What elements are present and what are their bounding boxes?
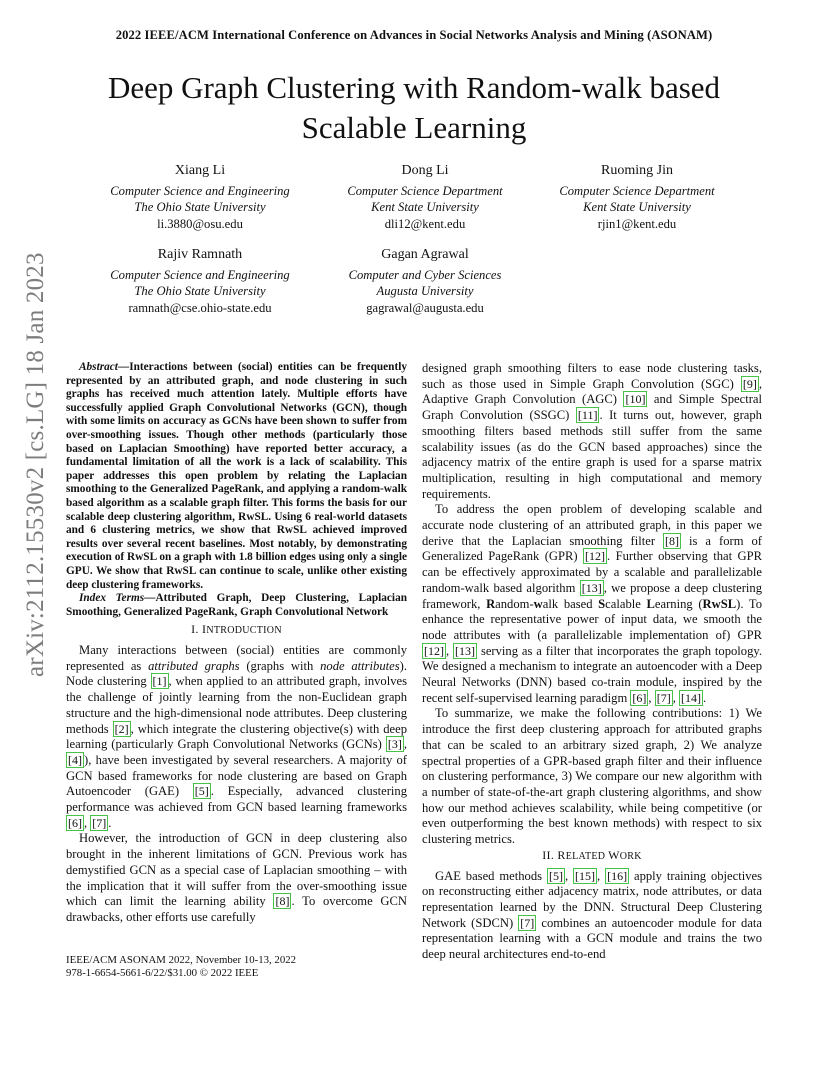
index-terms-text: —Attributed Graph, Deep Clustering, Laplacian Smoothing, Generalized PageRank, Graph Convolutional Network <box>66 592 408 618</box>
section-heading-related-work: II. RELATED WORK <box>542 847 642 862</box>
author-name: Xiang Li <box>174 163 226 178</box>
intro-paragraph-4: To summarize, we make the following contributions: 1) We introduce the first deep clustering approach for attributed graphs that can be scaled to an arbitrary sized graph, 2) We analyze spectral properties of a GPR-based graph filter and their influence on clustering performance, 3) We compare our new algorithm with a number of state-of-the-art graph clustering algorithms, and show how our method achieves scalability, while being competitive (or even outperforming the best known methods) with respect to six clustering metrics. <box>422 706 762 847</box>
author-org: Kent State University <box>583 200 691 214</box>
citation-link[interactable]: [2] <box>114 721 129 736</box>
title-line-2: Scalable Learning <box>301 110 527 145</box>
title-line-1: Deep Graph Clustering with Random-walk based <box>107 70 721 105</box>
citation-link[interactable]: [10] <box>625 392 646 407</box>
citation-link[interactable]: [14] <box>681 690 702 705</box>
author-block <box>318 247 532 316</box>
author-dept: Computer Science and Engineering <box>110 267 290 282</box>
citation-link[interactable]: [5] <box>548 868 563 883</box>
conference-header: 2022 IEEE/ACM International Conference on Advances in Social Networks Analysis and Mining (ASONAM) <box>115 28 713 42</box>
citation-link[interactable]: [1] <box>152 674 167 689</box>
index-terms <box>66 592 407 619</box>
citation-link[interactable]: [13] <box>581 580 602 595</box>
arxiv-stamp: arXiv:2112.15530v2 [cs.LG] 18 Jan 2023 <box>22 252 49 677</box>
intro-paragraph-2: However, the introduction of GCN in deep clustering also brought in the inherent limitations of GCN. Previous work has demystified GCN as a special case of Laplacian smoothing – with the implication that it will suffer from the over-smoothing issue which can limit the learning ability [8] . To overcome GCN drawbacks, other efforts use carefully <box>66 831 408 924</box>
footer-isbn: 978-1-6654-5661-6/22/$31.00 © 2022 IEEE <box>66 967 259 979</box>
citation-link[interactable]: [15] <box>575 868 596 883</box>
right-column <box>422 361 762 963</box>
author-org: Augusta University <box>376 284 474 298</box>
citation-link[interactable]: [7] <box>656 690 671 705</box>
author-dept: Computer Science Department <box>559 183 715 198</box>
citation-link[interactable]: [3] <box>387 737 402 752</box>
author-dept: Computer Science and Engineering <box>110 183 290 198</box>
intro-paragraph-1: Many interactions between (social) entities are commonly represented as attributed graphs (graphs with node attributes). Node clustering [1] , when applied to an attributed graph, involves the challenge of jointly learning from the non-Euclidean graph structure and the high-dimensional node attributes. Deep clustering methods [2] , which integrate the clustering objective(s) with deep learning (particularly Graph Convolutional Networks (GCNs) [3] , [4] ), have been investigated by several researchers. A majority of GCN based frameworks for node clustering are based on Graph Autoencoder (GAE) [5] . Especially, advanced clustering performance was achieved from GCN based learning frameworks [6] , [7] . <box>66 642 407 830</box>
citation-link[interactable]: [12] <box>424 643 444 658</box>
author-name: Rajiv Ramnath <box>157 247 243 262</box>
author-block <box>318 163 532 232</box>
author-email: li.3880@osu.edu <box>157 216 243 231</box>
citation-link[interactable]: [4] <box>68 752 82 767</box>
author-block <box>78 163 322 232</box>
author-email: rjin1@kent.edu <box>597 216 677 231</box>
abstract-lead: Abstract <box>79 361 118 373</box>
intro-paragraph-2-continued: designed graph smoothing filters to ease node clustering tasks, such as those used in Simple Graph Convolution (SGC) [9] , Adaptive Graph Convolution (AGC) [10] and Simple Spectral Graph Convolution (SSGC) [11] . It turns out, however, graph smoothing filters based methods still suffer from the same scalability issues (as do the GCN based approaches) since the adjacency matrix of the entire graph is used for a sparse matrix multiplication, resulting in high computational and memory requirements. <box>422 361 763 501</box>
left-column <box>66 361 407 926</box>
abstract-text: —Interactions between (social) entities can be frequently represented by an attributed graph, and node clustering in such graphs has received much attention lately. Multiple efforts have successfully applied Graph Convolutional Networks (GCN), though with some limits on accuracy as GCNs have been shown to suffer from over-smoothing issues. Though other methods (particularly those based on Laplacian Smoothing) have reported better accuracy, a fundamental limitation of all the work is a lack of scalability. This paper addresses this open problem by relating the Laplacian smoothing to the Generalized PageRank, and applying a random-walk based algorithm as a scalable graph filter. This forms the basis for our scalable deep clustering algorithm, RwSL. Using 6 real-world datasets and 6 clustering metrics, we show that RwSL achieved improved results over several recent baselines. Most notably, by demonstrating execution of RwSL on a graph with 1.8 billion edges using only a single GPU. We show that RwSL can continue to scale, unlike other existing deep clustering frameworks. <box>66 361 407 591</box>
citation-link[interactable]: [8] <box>665 533 680 548</box>
author-org: Kent State University <box>371 200 479 214</box>
author-org: The Ohio State University <box>134 200 266 214</box>
footer <box>66 954 296 980</box>
author-dept: Computer Science Department <box>347 183 503 198</box>
citation-link[interactable]: [9] <box>742 376 757 391</box>
citation-link[interactable]: [7] <box>92 815 107 830</box>
section-heading-introduction: I. INTRODUCTION <box>191 622 282 637</box>
author-email: gagrawal@augusta.edu <box>366 300 484 315</box>
author-block <box>78 247 322 316</box>
author-name: Gagan Agrawal <box>381 247 469 262</box>
related-work-paragraph-1: GAE based methods [5] , [15] , [16] apply training objectives on reconstructing either adjacency matrix, node attributes, or data representation learned by the DNN. Structural Deep Clustering Network (SDCN) [7] combines an autoencoder module for data representation learning with a GCN module and trains the two deep neural architectures end-to-end <box>422 868 763 962</box>
intro-paragraph-3: To address the open problem of developing scalable and accurate node clustering of an attributed graph, in this paper we derive that the Laplacian smoothing filter [8] is a form of Generalized PageRank (GPR) [12] . Further observing that GPR can be effectively approximated by a scalable and parallelizable random-walk based algorithm [13] , we propose a deep clustering framework, Random-walk based Scalable Learning (RwSL). To enhance the representative power of input data, we smooth the node attributes with (a parallelizable implementation of) GPR [12] , [13] serving as a filter that incorporates the graph topology. We designed a mechanism to integrate an autoencoder with a Deep Neural Networks (DNN) based co-train module, inspired by the recent self-supervised learning paradigm [6] , [7] , [14] . <box>422 502 763 705</box>
author-email: ramnath@cse.ohio-state.edu <box>128 300 272 315</box>
author-email: dli12@kent.edu <box>384 216 466 231</box>
citation-link[interactable]: [11] <box>577 408 598 423</box>
author-dept: Computer and Cyber Sciences <box>348 267 502 282</box>
footer-venue: IEEE/ACM ASONAM 2022, November 10-13, 2022 <box>66 954 297 966</box>
paper-title <box>40 68 788 148</box>
author-org: The Ohio State University <box>134 284 266 298</box>
author-block <box>530 163 744 232</box>
citation-link[interactable]: [8] <box>275 894 290 909</box>
citation-link[interactable]: [6] <box>632 690 647 705</box>
citation-link[interactable]: [12] <box>585 549 606 564</box>
citation-link[interactable]: [5] <box>194 784 209 799</box>
author-name: Ruoming Jin <box>601 163 673 178</box>
citation-link[interactable]: [7] <box>520 915 535 930</box>
author-name: Dong Li <box>401 163 449 178</box>
citation-link[interactable]: [6] <box>68 815 82 830</box>
citation-link[interactable]: [13] <box>455 643 476 658</box>
citation-link[interactable]: [16] <box>607 868 628 883</box>
abstract <box>66 361 407 592</box>
index-terms-lead: Index Terms <box>79 592 145 605</box>
